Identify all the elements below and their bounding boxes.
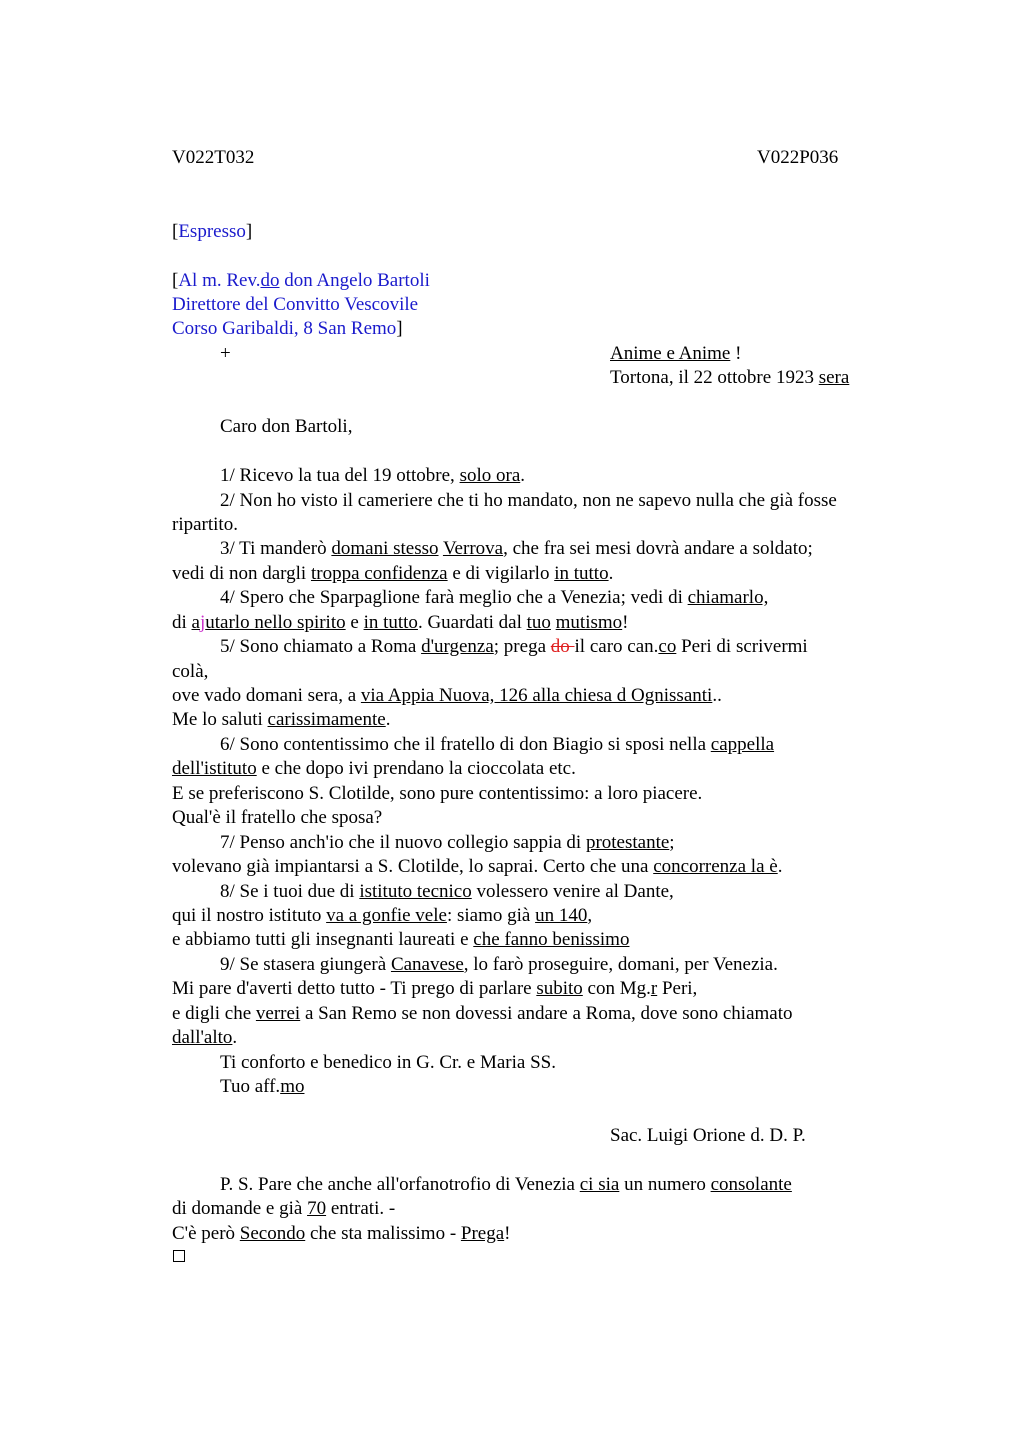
postscript-line-2: di domande e già 70 entrati. - xyxy=(172,1198,396,1219)
paragraph-5-line-3: ove vado domani sera, a via Appia Nuova, 126 alla chiesa d Ognissanti.. xyxy=(172,685,722,706)
paragraph-1: 1/ Ricevo la tua del 19 ottobre, solo ora. xyxy=(220,465,525,486)
espresso-note: [Espresso] xyxy=(172,221,253,242)
paragraph-4-line-2: di ajutarlo nello spirito e in tutto. Guardati dal tuo mutismo! xyxy=(172,612,629,633)
paragraph-5-line-4: Me lo saluti carissimamente. xyxy=(172,709,391,730)
address-line-3: Corso Garibaldi, 8 San Remo] xyxy=(172,318,403,339)
paragraph-6-line-2: dell'istituto e che dopo ivi prendano la cioccolata etc. xyxy=(172,758,576,779)
paragraph-6-line-4: Qual'è il fratello che sposa? xyxy=(172,807,383,828)
date-line: Tortona, il 22 ottobre 1923 sera xyxy=(610,367,850,388)
struck-word: do xyxy=(550,636,575,657)
paragraph-7-line-2: volevano già impiantarsi a S. Clotilde, lo saprai. Certo che una concorrenza la è. xyxy=(172,856,783,877)
address-line-1: [Al m. Rev.do don Angelo Bartoli xyxy=(172,270,430,291)
paragraph-2-line-2: ripartito. xyxy=(172,514,238,535)
paragraph-9-line-1: 9/ Se stasera giungerà Canavese, lo farò proseguire, domani, per Venezia. xyxy=(220,954,778,975)
paragraph-9-line-3: e digli che verrei a San Remo se non dovessi andare a Roma, dove sono chiamato xyxy=(172,1003,793,1024)
postscript-line-3: C'è però Secondo che sta malissimo - Prega! xyxy=(172,1223,511,1244)
paragraph-2-line-1: 2/ Non ho visto il cameriere che ti ho mandato, non ne sapevo nulla che già fosse xyxy=(220,490,837,511)
greeting: Caro don Bartoli, xyxy=(220,416,353,437)
motto: Anime e Anime ! xyxy=(610,343,742,364)
address-line-2: Direttore del Convitto Vescovile xyxy=(172,294,419,315)
header-code-right: V022P036 xyxy=(757,147,839,168)
paragraph-8-line-2: qui il nostro istituto va a gonfie vele: siamo già un 140, xyxy=(172,905,593,926)
paragraph-9-line-4: dall'alto. xyxy=(172,1027,238,1048)
paragraph-5-line-2: colà, xyxy=(172,661,209,682)
paragraph-8-line-1: 8/ Se i tuoi due di istituto tecnico volessero venire al Dante, xyxy=(220,881,674,902)
postscript-line-1: P. S. Pare che anche all'orfanotrofio di Venezia ci sia un numero consolante xyxy=(220,1174,792,1195)
paragraph-5-line-1: 5/ Sono chiamato a Roma d'urgenza; prega do il caro can.co Peri di scrivermi xyxy=(220,636,808,657)
paragraph-4-line-1: 4/ Spero che Sparpaglione farà meglio che a Venezia; vedi di chiamarlo, xyxy=(220,587,769,608)
closing-blessing: Ti conforto e benedico in G. Cr. e Maria SS. xyxy=(220,1052,556,1073)
header-code-left: V022T032 xyxy=(172,147,255,168)
end-mark-square xyxy=(173,1250,185,1262)
paragraph-3-line-2: vedi di non dargli troppa confidenza e di vigilarlo in tutto. xyxy=(172,563,614,584)
paragraph-6-line-1: 6/ Sono contentissimo che il fratello di don Biagio si sposi nella cappella xyxy=(220,734,775,755)
paragraph-3-line-1: 3/ Ti manderò domani stesso Verrova, che fra sei mesi dovrà andare a soldato; xyxy=(220,538,813,559)
paragraph-7-line-1: 7/ Penso anch'io che il nuovo collegio sappia di protestante; xyxy=(220,832,675,853)
paragraph-8-line-3: e abbiamo tutti gli insegnanti laureati e che fanno benissimo xyxy=(172,929,630,950)
closing-affectionate: Tuo aff.mo xyxy=(220,1076,305,1097)
paragraph-6-line-3: E se preferiscono S. Clotilde, sono pure contentissimo: a loro piacere. xyxy=(172,783,703,804)
paragraph-9-line-2: Mi pare d'averti detto tutto - Ti prego di parlare subito con Mg.r Peri, xyxy=(172,978,698,999)
signature: Sac. Luigi Orione d. D. P. xyxy=(610,1125,806,1146)
cross-mark: + xyxy=(220,343,231,364)
